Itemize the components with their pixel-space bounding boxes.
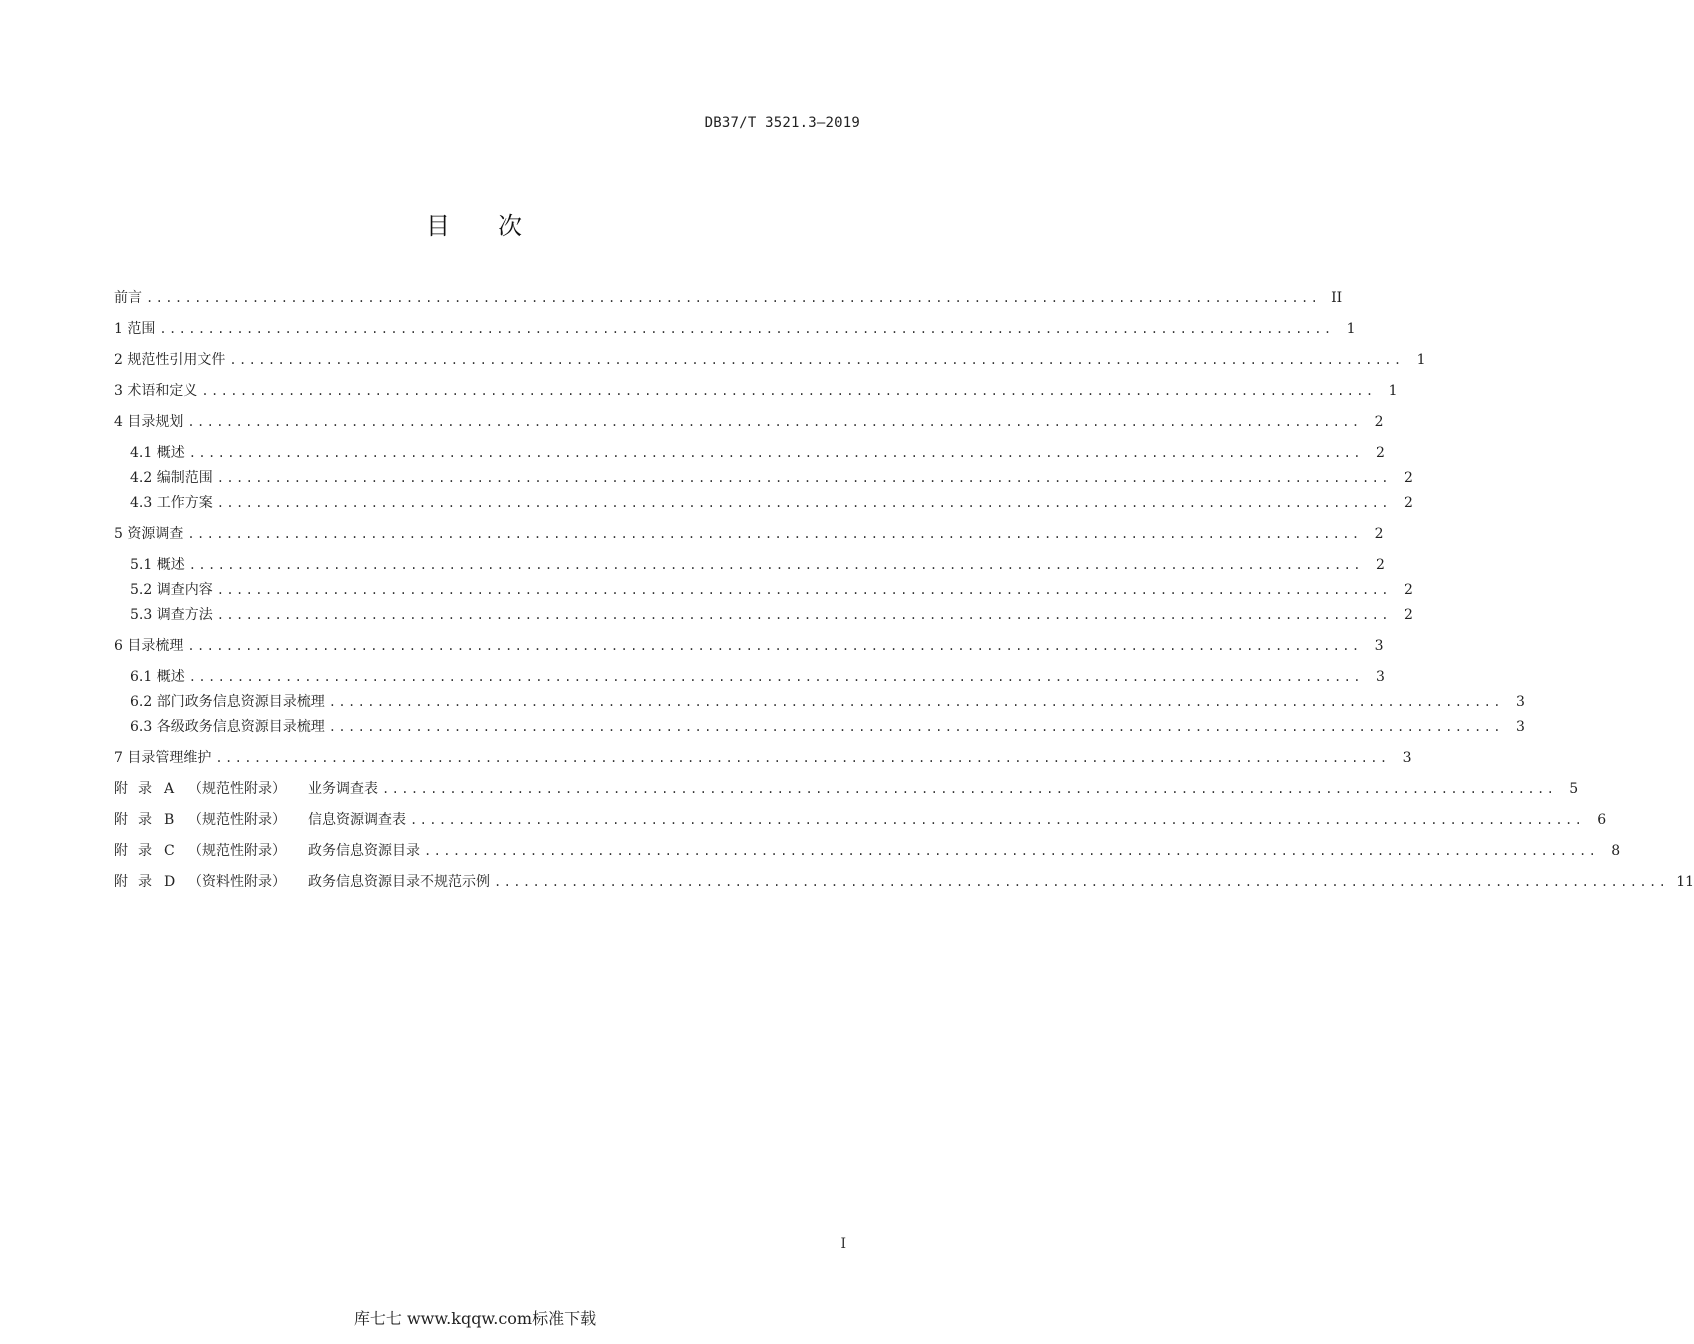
toc-appendix-b[interactable] <box>114 809 1607 831</box>
toc-leader: .......................................................................................................................... <box>229 353 1404 367</box>
toc-entry-6-1[interactable] <box>130 666 1385 688</box>
toc-entry-page: 2 <box>1376 557 1385 573</box>
appendix-type: （规范性附录） <box>188 781 286 797</box>
toc-leader: .......................................................................................................................... <box>201 384 1376 398</box>
toc-entry-page: II <box>1331 290 1343 306</box>
appendix-label <box>114 871 494 893</box>
toc-entry-label: 5.3 调查方法 <box>130 607 213 623</box>
toc-entry-page: 2 <box>1374 414 1384 430</box>
watermark-text: 库七七 www.kqqw.com标准下载 <box>353 1309 597 1328</box>
toc-entry-4-2[interactable] <box>130 467 1413 489</box>
toc-entry-label: 2 规范性引用文件 <box>114 352 226 368</box>
toc-leader: .......................................................................................................................... <box>159 322 1334 336</box>
appendix-letter: A <box>164 781 175 797</box>
page-number: I <box>840 1236 846 1252</box>
toc-entry-page: 2 <box>1404 470 1413 486</box>
toc-entry-page: 3 <box>1374 638 1384 654</box>
toc-leader: .......................................................................................................................... <box>328 720 1503 734</box>
toc-entry-6-2[interactable] <box>130 691 1525 713</box>
toc-entry-page: 3 <box>1516 719 1525 735</box>
toc-entry-label: 5.2 调查内容 <box>130 582 213 598</box>
toc-leader: .......................................................................................................................... <box>188 670 1363 684</box>
toc-entry-label: 5.1 概述 <box>130 557 185 573</box>
toc-entry-label: 4 目录规划 <box>114 414 184 430</box>
toc-entry-2[interactable] <box>114 349 1426 371</box>
toc-appendix-d[interactable] <box>114 871 1694 893</box>
toc-entry-page: 6 <box>1597 812 1607 828</box>
toc-entry-page: 2 <box>1376 445 1385 461</box>
toc-entry-4[interactable] <box>114 411 1384 433</box>
toc-leader: .......................................................................................................................... <box>216 471 1391 485</box>
toc-entry-label: 6.2 部门政务信息资源目录梳理 <box>130 694 325 710</box>
toc-entry-4-3[interactable] <box>130 492 1413 514</box>
toc-leader: .......................................................................................................................... <box>188 558 1363 572</box>
appendix-name: 政务信息资源目录不规范示例 <box>308 874 490 890</box>
toc-entry-label: 4.1 概述 <box>130 445 185 461</box>
appendix-word-1: 附 <box>114 781 128 797</box>
appendix-letter: B <box>164 812 175 828</box>
toc-entry-6-3[interactable] <box>130 716 1525 738</box>
toc-entry-5-3[interactable] <box>130 604 1413 626</box>
toc-entry-label: 7 目录管理维护 <box>114 750 212 766</box>
appendix-name: 业务调查表 <box>308 781 378 797</box>
toc-leader: .......................................................................................................................... <box>494 875 1669 889</box>
toc-entry-5-2[interactable] <box>130 579 1413 601</box>
toc-entry-page: 2 <box>1404 495 1413 511</box>
toc-leader: .......................................................................................................................... <box>187 639 1362 653</box>
toc-entry-label: 5 资源调查 <box>114 526 184 542</box>
appendix-label <box>114 840 424 862</box>
title-part-1: 目 <box>426 212 452 240</box>
toc-entry-1[interactable] <box>114 318 1356 340</box>
toc-entry-label: 1 范围 <box>114 321 156 337</box>
appendix-word-1: 附 <box>114 843 128 859</box>
appendix-name: 信息资源调查表 <box>308 812 406 828</box>
toc-entry-page: 3 <box>1402 750 1412 766</box>
appendix-label <box>114 809 410 831</box>
appendix-word-2: 录 <box>138 812 152 828</box>
toc-leader: .......................................................................................................................... <box>216 496 1391 510</box>
toc-leader: .......................................................................................................................... <box>215 751 1390 765</box>
toc-entry-page: 3 <box>1376 669 1385 685</box>
appendix-type: （规范性附录） <box>188 812 286 828</box>
appendix-letter: D <box>164 874 176 890</box>
toc-entry-label: 前言 <box>114 290 142 306</box>
toc-leader: .......................................................................................................................... <box>410 813 1585 827</box>
toc-entry-label: 4.2 编制范围 <box>130 470 213 486</box>
appendix-letter: C <box>164 843 175 859</box>
toc-leader: .......................................................................................................................... <box>188 446 1363 460</box>
toc-appendix-a[interactable] <box>114 778 1579 800</box>
toc-leader: .......................................................................................................................... <box>216 608 1391 622</box>
appendix-type: （规范性附录） <box>188 843 286 859</box>
toc-leader: .......................................................................................................................... <box>216 583 1391 597</box>
toc-entry-label: 4.3 工作方案 <box>130 495 213 511</box>
toc-entry-5-1[interactable] <box>130 554 1385 576</box>
toc-entry-page: 1 <box>1346 321 1356 337</box>
toc-entry-page: 3 <box>1516 694 1525 710</box>
appendix-word-1: 附 <box>114 812 128 828</box>
toc-leader: .......................................................................................................................... <box>187 415 1362 429</box>
appendix-name: 政务信息资源目录 <box>308 843 420 859</box>
toc-entry-page: 1 <box>1388 383 1398 399</box>
toc-entry-page: 2 <box>1404 607 1413 623</box>
toc-leader: .......................................................................................................................... <box>328 695 1503 709</box>
appendix-word-2: 录 <box>138 874 152 890</box>
toc-leader: .......................................................................................................................... <box>146 291 1321 305</box>
toc-leader: .......................................................................................................................... <box>187 527 1362 541</box>
toc-entry-label: 3 术语和定义 <box>114 383 198 399</box>
toc-appendix-c[interactable] <box>114 840 1621 862</box>
toc-entry-foreword[interactable] <box>114 287 1343 309</box>
toc-entry-page: 2 <box>1374 526 1384 542</box>
toc-leader: .......................................................................................................................... <box>424 844 1599 858</box>
toc-entry-6[interactable] <box>114 635 1384 657</box>
toc-entry-label: 6 目录梳理 <box>114 638 184 654</box>
toc-entry-label: 6.1 概述 <box>130 669 185 685</box>
toc-entry-page: 11 <box>1676 874 1694 890</box>
appendix-word-1: 附 <box>114 874 128 890</box>
toc-leader: .......................................................................................................................... <box>382 782 1557 796</box>
appendix-word-2: 录 <box>138 781 152 797</box>
title-part-2: 次 <box>498 212 524 240</box>
toc-entry-label: 6.3 各级政务信息资源目录梳理 <box>130 719 325 735</box>
standard-code: DB37/T 3521.3—2019 <box>704 115 860 131</box>
toc-entry-page: 8 <box>1611 843 1621 859</box>
toc-entry-3[interactable] <box>114 380 1398 402</box>
appendix-label <box>114 778 382 800</box>
appendix-type: （资料性附录） <box>188 874 286 890</box>
appendix-word-2: 录 <box>138 843 152 859</box>
page-title <box>0 206 950 241</box>
toc-entry-page: 2 <box>1404 582 1413 598</box>
toc-entry-5[interactable] <box>114 523 1384 545</box>
toc-entry-7[interactable] <box>114 747 1412 769</box>
toc-entry-page: 1 <box>1416 352 1426 368</box>
toc-entry-page: 5 <box>1569 781 1579 797</box>
toc-entry-4-1[interactable] <box>130 442 1385 464</box>
